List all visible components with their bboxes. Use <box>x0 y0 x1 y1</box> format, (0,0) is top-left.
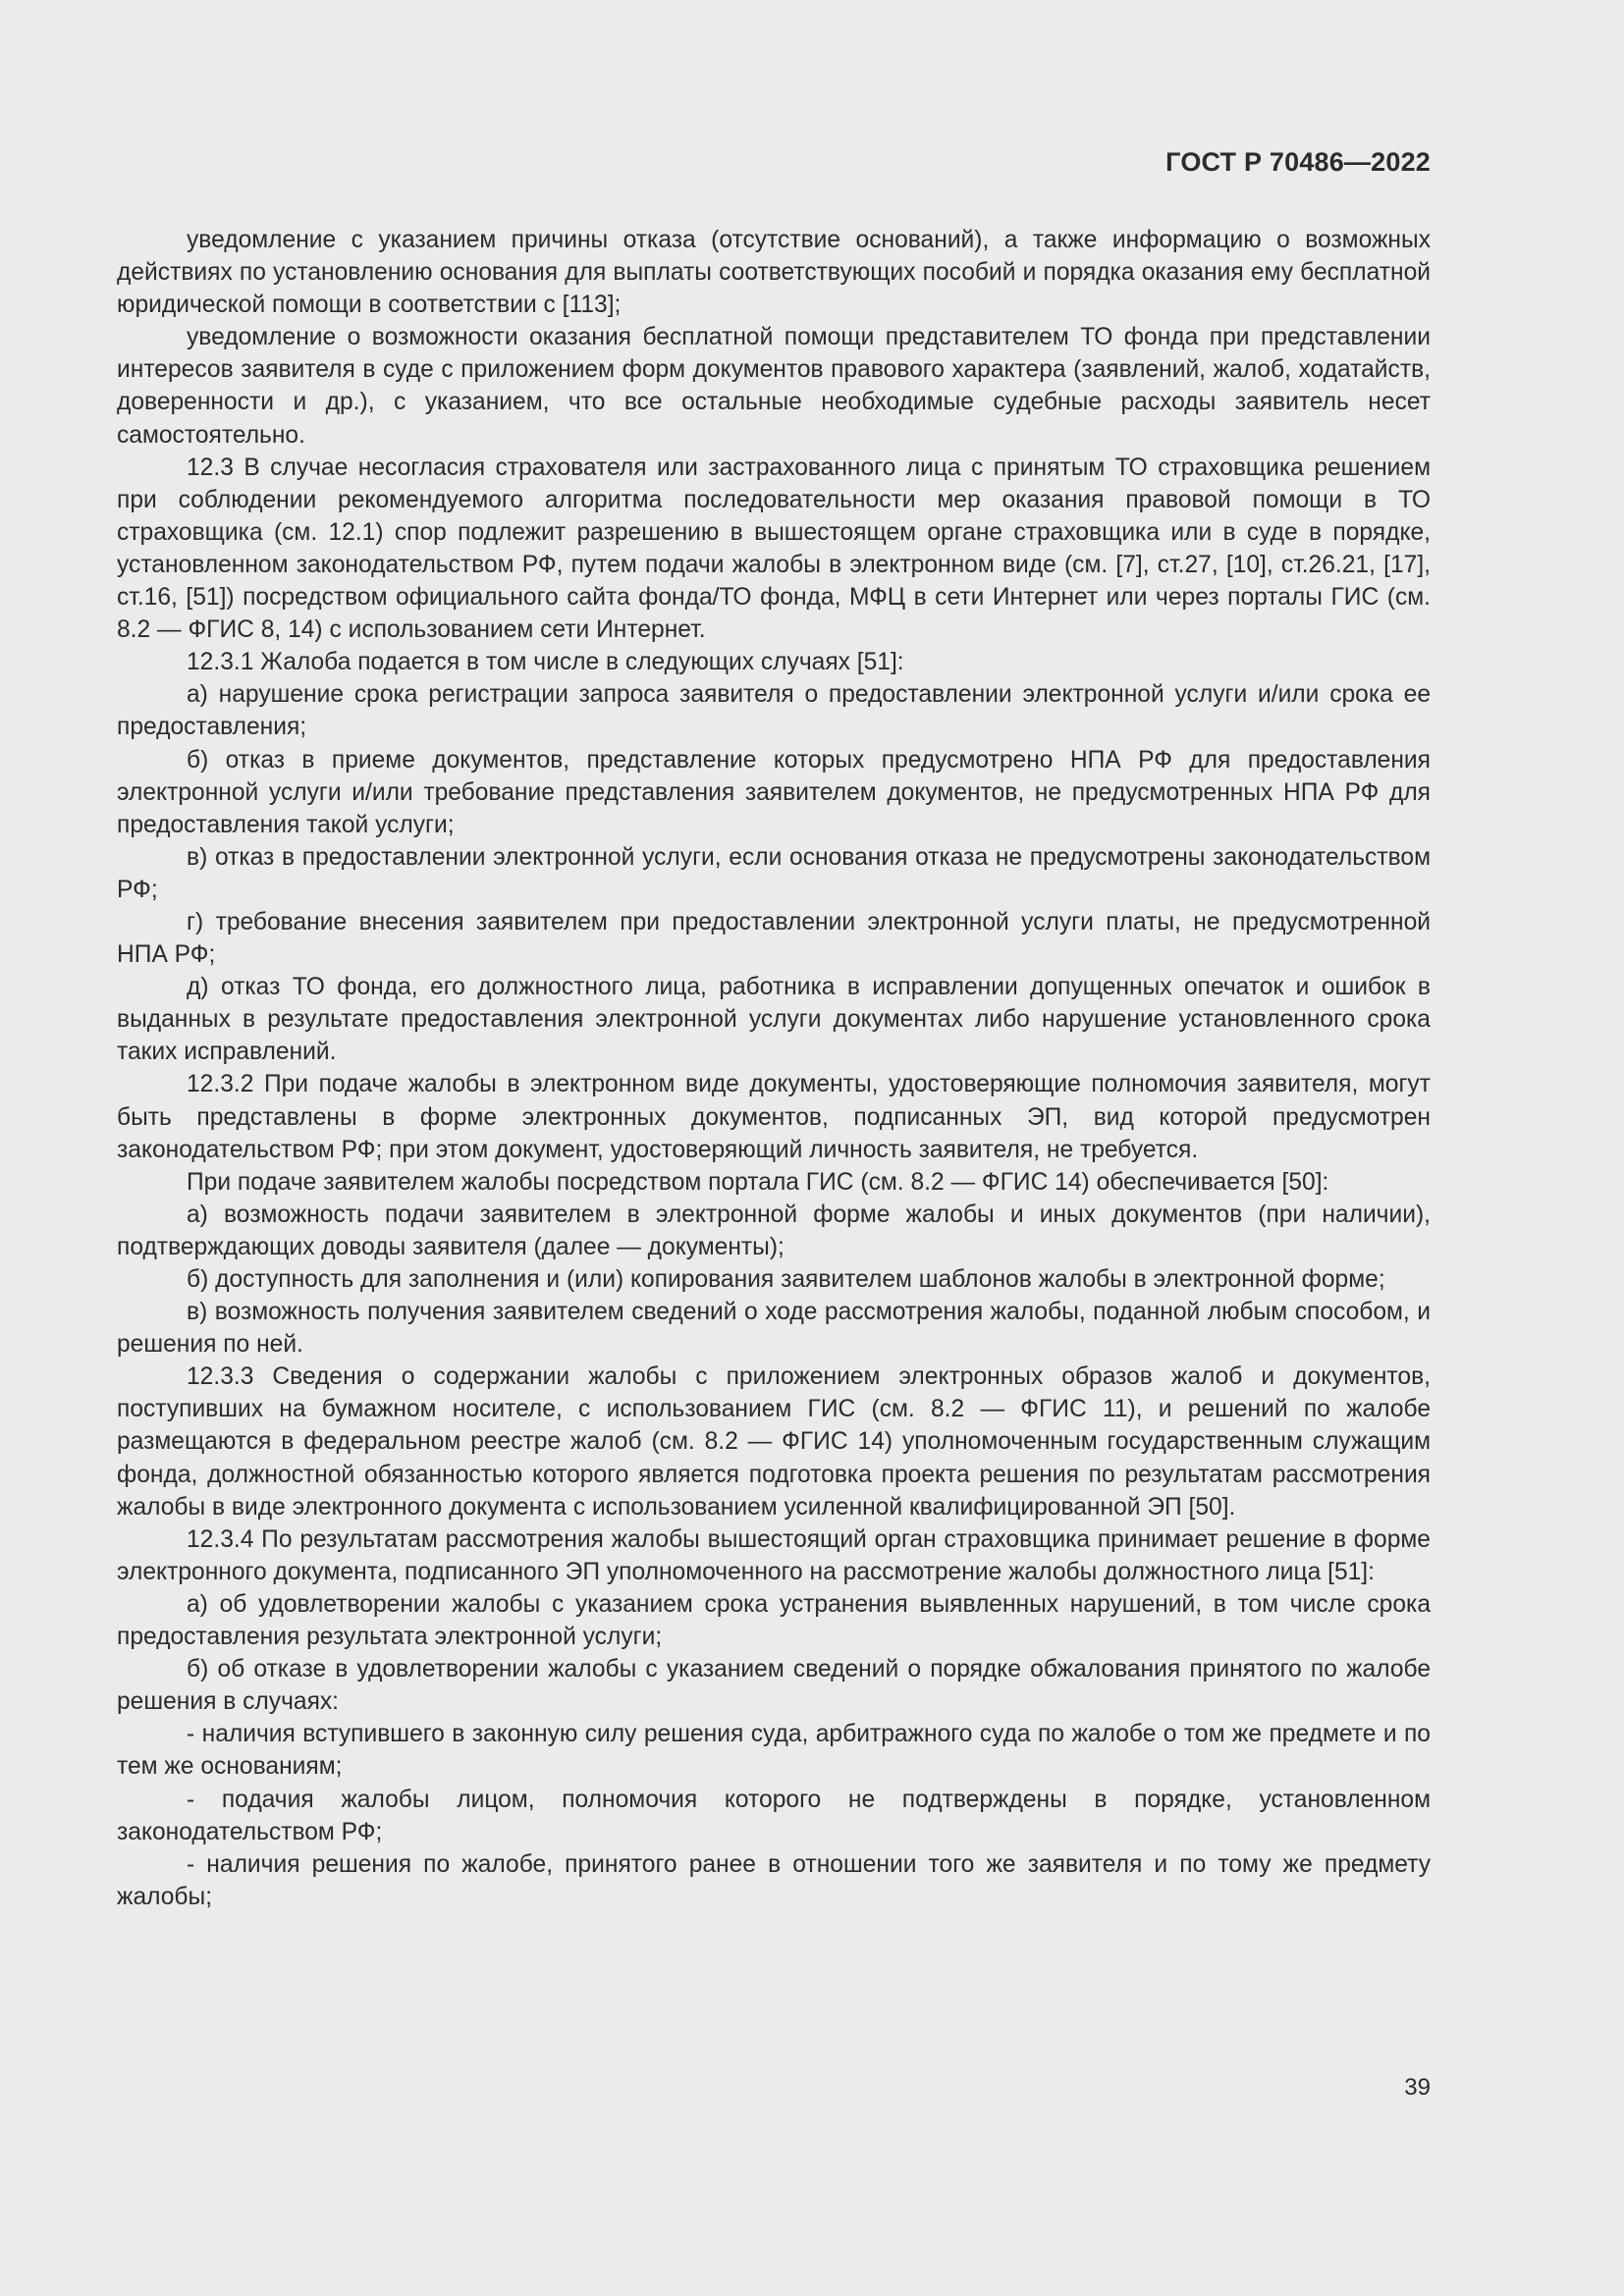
paragraph: уведомление с указанием причины отказа (отсутствие оснований), а также информацию о возможных действиях по установлению основания для выплаты соответствующих пособий и порядка оказания ему бесплатной юридической помощи в соответствии с [113]; <box>117 227 1431 319</box>
paragraph: При подаче заявителем жалобы посредством портала ГИС (см. 8.2 — ФГИС 14) обеспечивается [50]: <box>187 1168 1329 1196</box>
sub-list-item: - наличия вступившего в законную силу решения суда, арбитражного суда по жалобе о том же предмете и по тем же основаниям; <box>117 1721 1431 1781</box>
paragraph: 12.3.4 По результатам рассмотрения жалобы вышестоящий орган страховщика принимает решение в форме электронного документа, подписанного ЭП уполномоченного на рассмотрение жалобы должностного лица [51]: <box>117 1525 1431 1585</box>
list-item: в) отказ в предоставлении электронной услуги, если основания отказа не предусмотрены законодательством РФ; <box>117 843 1431 903</box>
list-item: а) об удовлетворении жалобы с указанием срока устранения выявленных нарушений, в том числе срока предоставления результата электронной услуги; <box>117 1590 1431 1651</box>
paragraph: 12.3.2 При подаче жалобы в электронном виде документы, удостоверяющие полномочия заявителя, могут быть представлены в форме электронных документов, подписанных ЭП, вид которой предусмотрен законодательством РФ; при этом документ, удостоверяющий личность заявителя, не требуется. <box>117 1071 1431 1163</box>
list-item: д) отказ ТО фонда, его должностного лица, работника в исправлении допущенных опечаток и ошибок в выданных в результате предоставления электронной услуги документах либо нарушение установленного срока таких исправлений. <box>117 974 1431 1066</box>
sub-list-item: - подачия жалобы лицом, полномочия которого не подтверждены в порядке, установленном законодательством РФ; <box>117 1786 1431 1845</box>
list-item: б) об отказе в удовлетворении жалобы с указанием сведений о порядке обжалования принятого по жалобе решения в случаях: <box>117 1656 1431 1716</box>
document-body <box>117 224 1431 1913</box>
list-item: в) возможность получения заявителем сведений о ходе рассмотрения жалобы, поданной любым способом, и решения по ней. <box>117 1299 1431 1359</box>
list-item: г) требование внесения заявителем при предоставлении электронной услуги платы, не предусмотренной НПА РФ; <box>117 908 1431 969</box>
list-item: б) отказ в приеме документов, представление которых предусмотрено НПА РФ для предоставления электронной услуги и/или требование представления заявителем документов, не предусмотренных НПА РФ для предоставления такой услуги; <box>117 746 1431 838</box>
document-header: ГОСТ Р 70486—2022 <box>1165 147 1431 177</box>
page-number: 39 <box>1404 2074 1431 2101</box>
paragraph: 12.3 В случае несогласия страхователя или застрахованного лица с принятым ТО страховщика решением при соблюдении рекомендуемого алгоритма последовательности мер оказания правовой помощи в ТО страховщика (см. 12.1) спор подлежит разрешению в вышестоящем органе страховщика или в суде в порядке, установленном законодательством РФ, путем подачи жалобы в электронном виде (см. [7], ст.27, [10], ст.26.21, [17], ст.16, [51]) посредством официального сайта фонда/ТО фонда, МФЦ в сети Интернет или через порталы ГИС (см. 8.2 — ФГИС 8, 14) с использованием сети Интернет. <box>117 454 1431 644</box>
list-item: б) доступность для заполнения и (или) копирования заявителем шаблонов жалобы в электронной форме; <box>187 1266 1385 1293</box>
list-item: а) возможность подачи заявителем в электронной форме жалобы и иных документов (при наличии), подтверждающих доводы заявителя (далее — документы); <box>117 1201 1431 1260</box>
paragraph: 12.3.1 Жалоба подается в том числе в следующих случаях [51]: <box>187 649 904 676</box>
list-item: а) нарушение срока регистрации запроса заявителя о предоставлении электронной услуги и/или срока ее предоставления; <box>117 681 1431 741</box>
paragraph: уведомление о возможности оказания бесплатной помощи представителем ТО фонда при представлении интересов заявителя в суде с приложением форм документов правового характера (заявлений, жалоб, ходатайств, доверенности и др.), с указанием, что все остальные необходимые судебные расходы заявитель несет самостоятельно. <box>117 324 1431 449</box>
sub-list-item: - наличия решения по жалобе, принятого ранее в отношении того же заявителя и по тому же предмету жалобы; <box>117 1850 1431 1910</box>
paragraph: 12.3.3 Сведения о содержании жалобы с приложением электронных образов жалоб и документов, поступивших на бумажном носителе, с использованием ГИС (см. 8.2 — ФГИС 11), и решений по жалобе размещаются в федеральном реестре жалоб (см. 8.2 — ФГИС 14) уполномоченным государственным служащим фонда, должностной обязанностью которого является подготовка проекта решения по результатам рассмотрения жалобы в виде электронного документа с использованием усиленной квалифицированной ЭП [50]. <box>117 1363 1431 1521</box>
